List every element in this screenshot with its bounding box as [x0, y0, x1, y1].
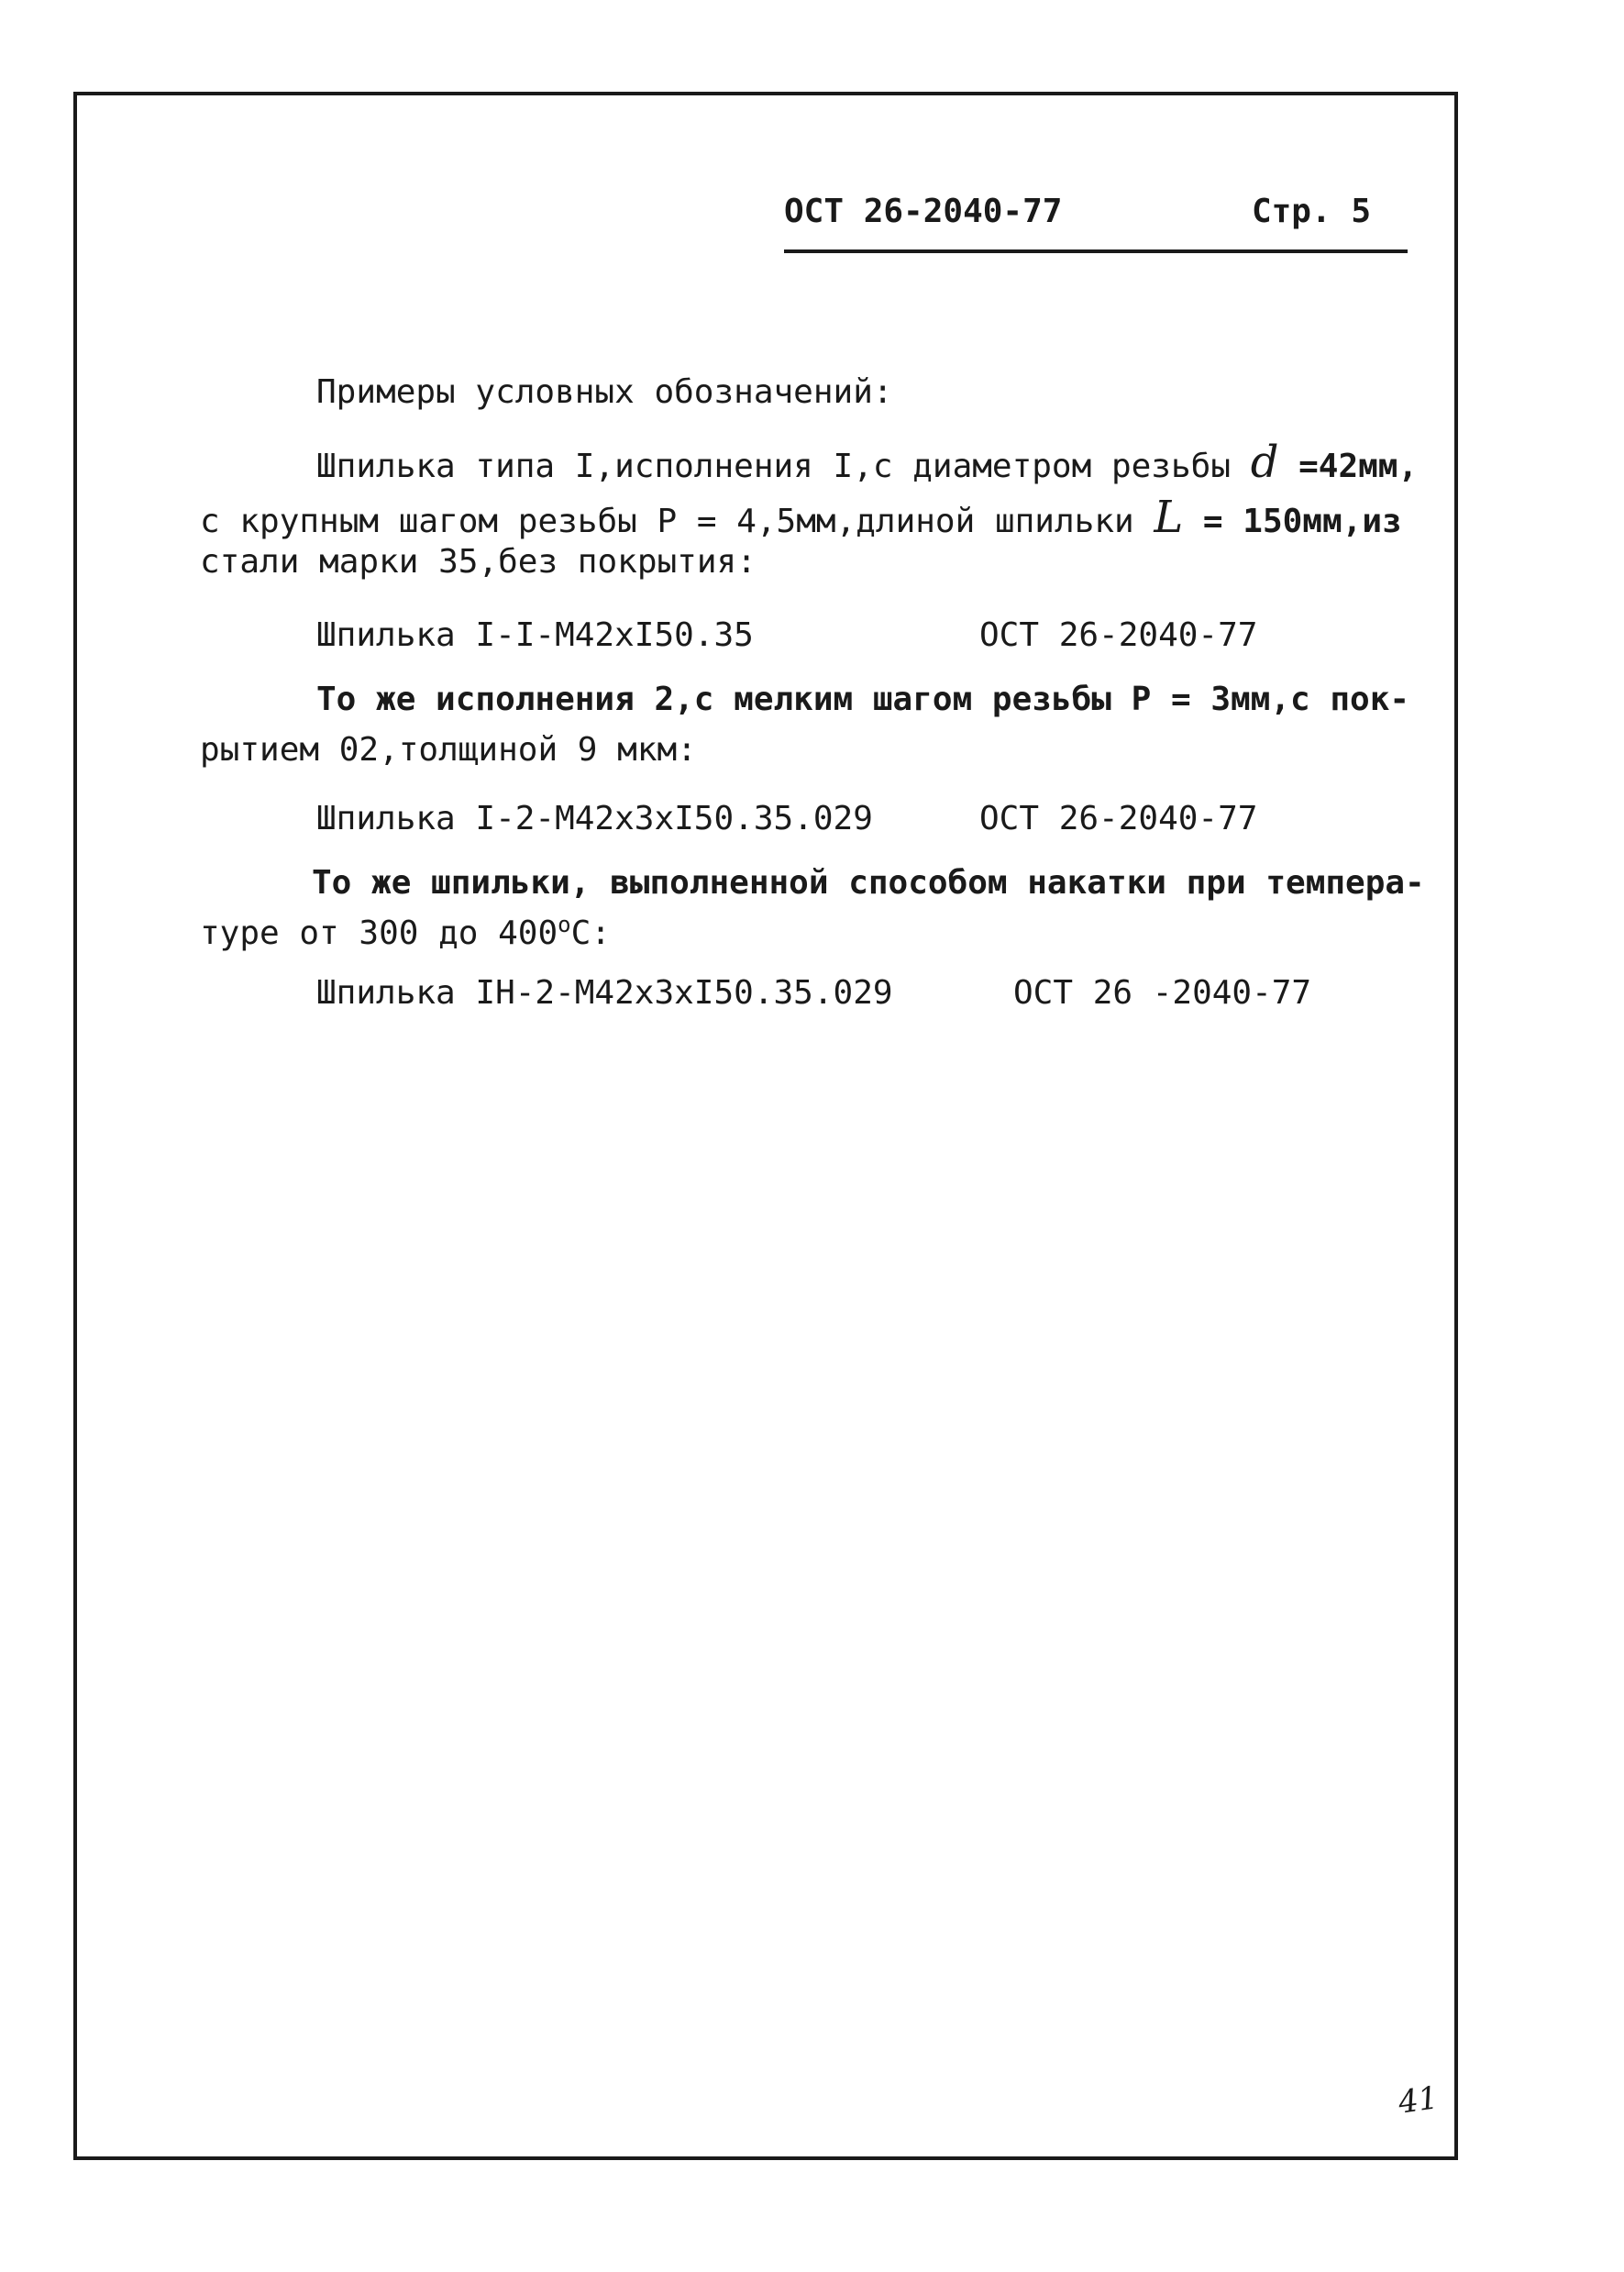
example2-standard: ОСТ 26-2040-77 — [979, 800, 1258, 837]
example2-line1: То же исполнения 2,с мелким шагом резьбы Р = 3мм,с пок- — [316, 681, 1410, 718]
example1-designation: Шпилька I-I-М42хI50.35 — [316, 616, 754, 654]
example3-standard: ОСТ 26 -2040-77 — [1013, 974, 1312, 1012]
page-header — [784, 193, 1408, 253]
example3-line2: туре от 300 до $400^оС$: — [200, 912, 611, 952]
example2-designation: Шпилька I-2-М42х3хI50.35.029 — [316, 800, 873, 837]
example2-line2: рытием 02,толщиной 9 мкм: — [200, 731, 697, 769]
example1-line2: с крупным шагом резьбы Р = 4,5мм,длиной шпильки L = 150мм,из — [200, 492, 1402, 543]
examples-heading: Примеры условных обозначений: — [316, 373, 893, 411]
example3-designation: Шпилька IН-2-М42х3хI50.35.029 — [316, 974, 893, 1012]
example3-line1: То же шпильки, выполненной способом накатки при темпера- — [312, 864, 1425, 902]
example1-line1: Шпилька типа I,исполнения I,с диаметром резьбы d =42мм, — [316, 437, 1419, 488]
page-number: 41 — [1396, 2079, 1441, 2122]
example1-standard: ОСТ 26-2040-77 — [979, 616, 1258, 654]
page-label: Стр. 5 — [1251, 193, 1371, 230]
diameter-symbol: d — [1250, 437, 1279, 488]
length-symbol: L — [1154, 492, 1184, 543]
doc-code: ОСТ 26-2040-77 — [784, 193, 1063, 230]
example1-line3: стали марки 35,без покрытия: — [200, 543, 757, 581]
